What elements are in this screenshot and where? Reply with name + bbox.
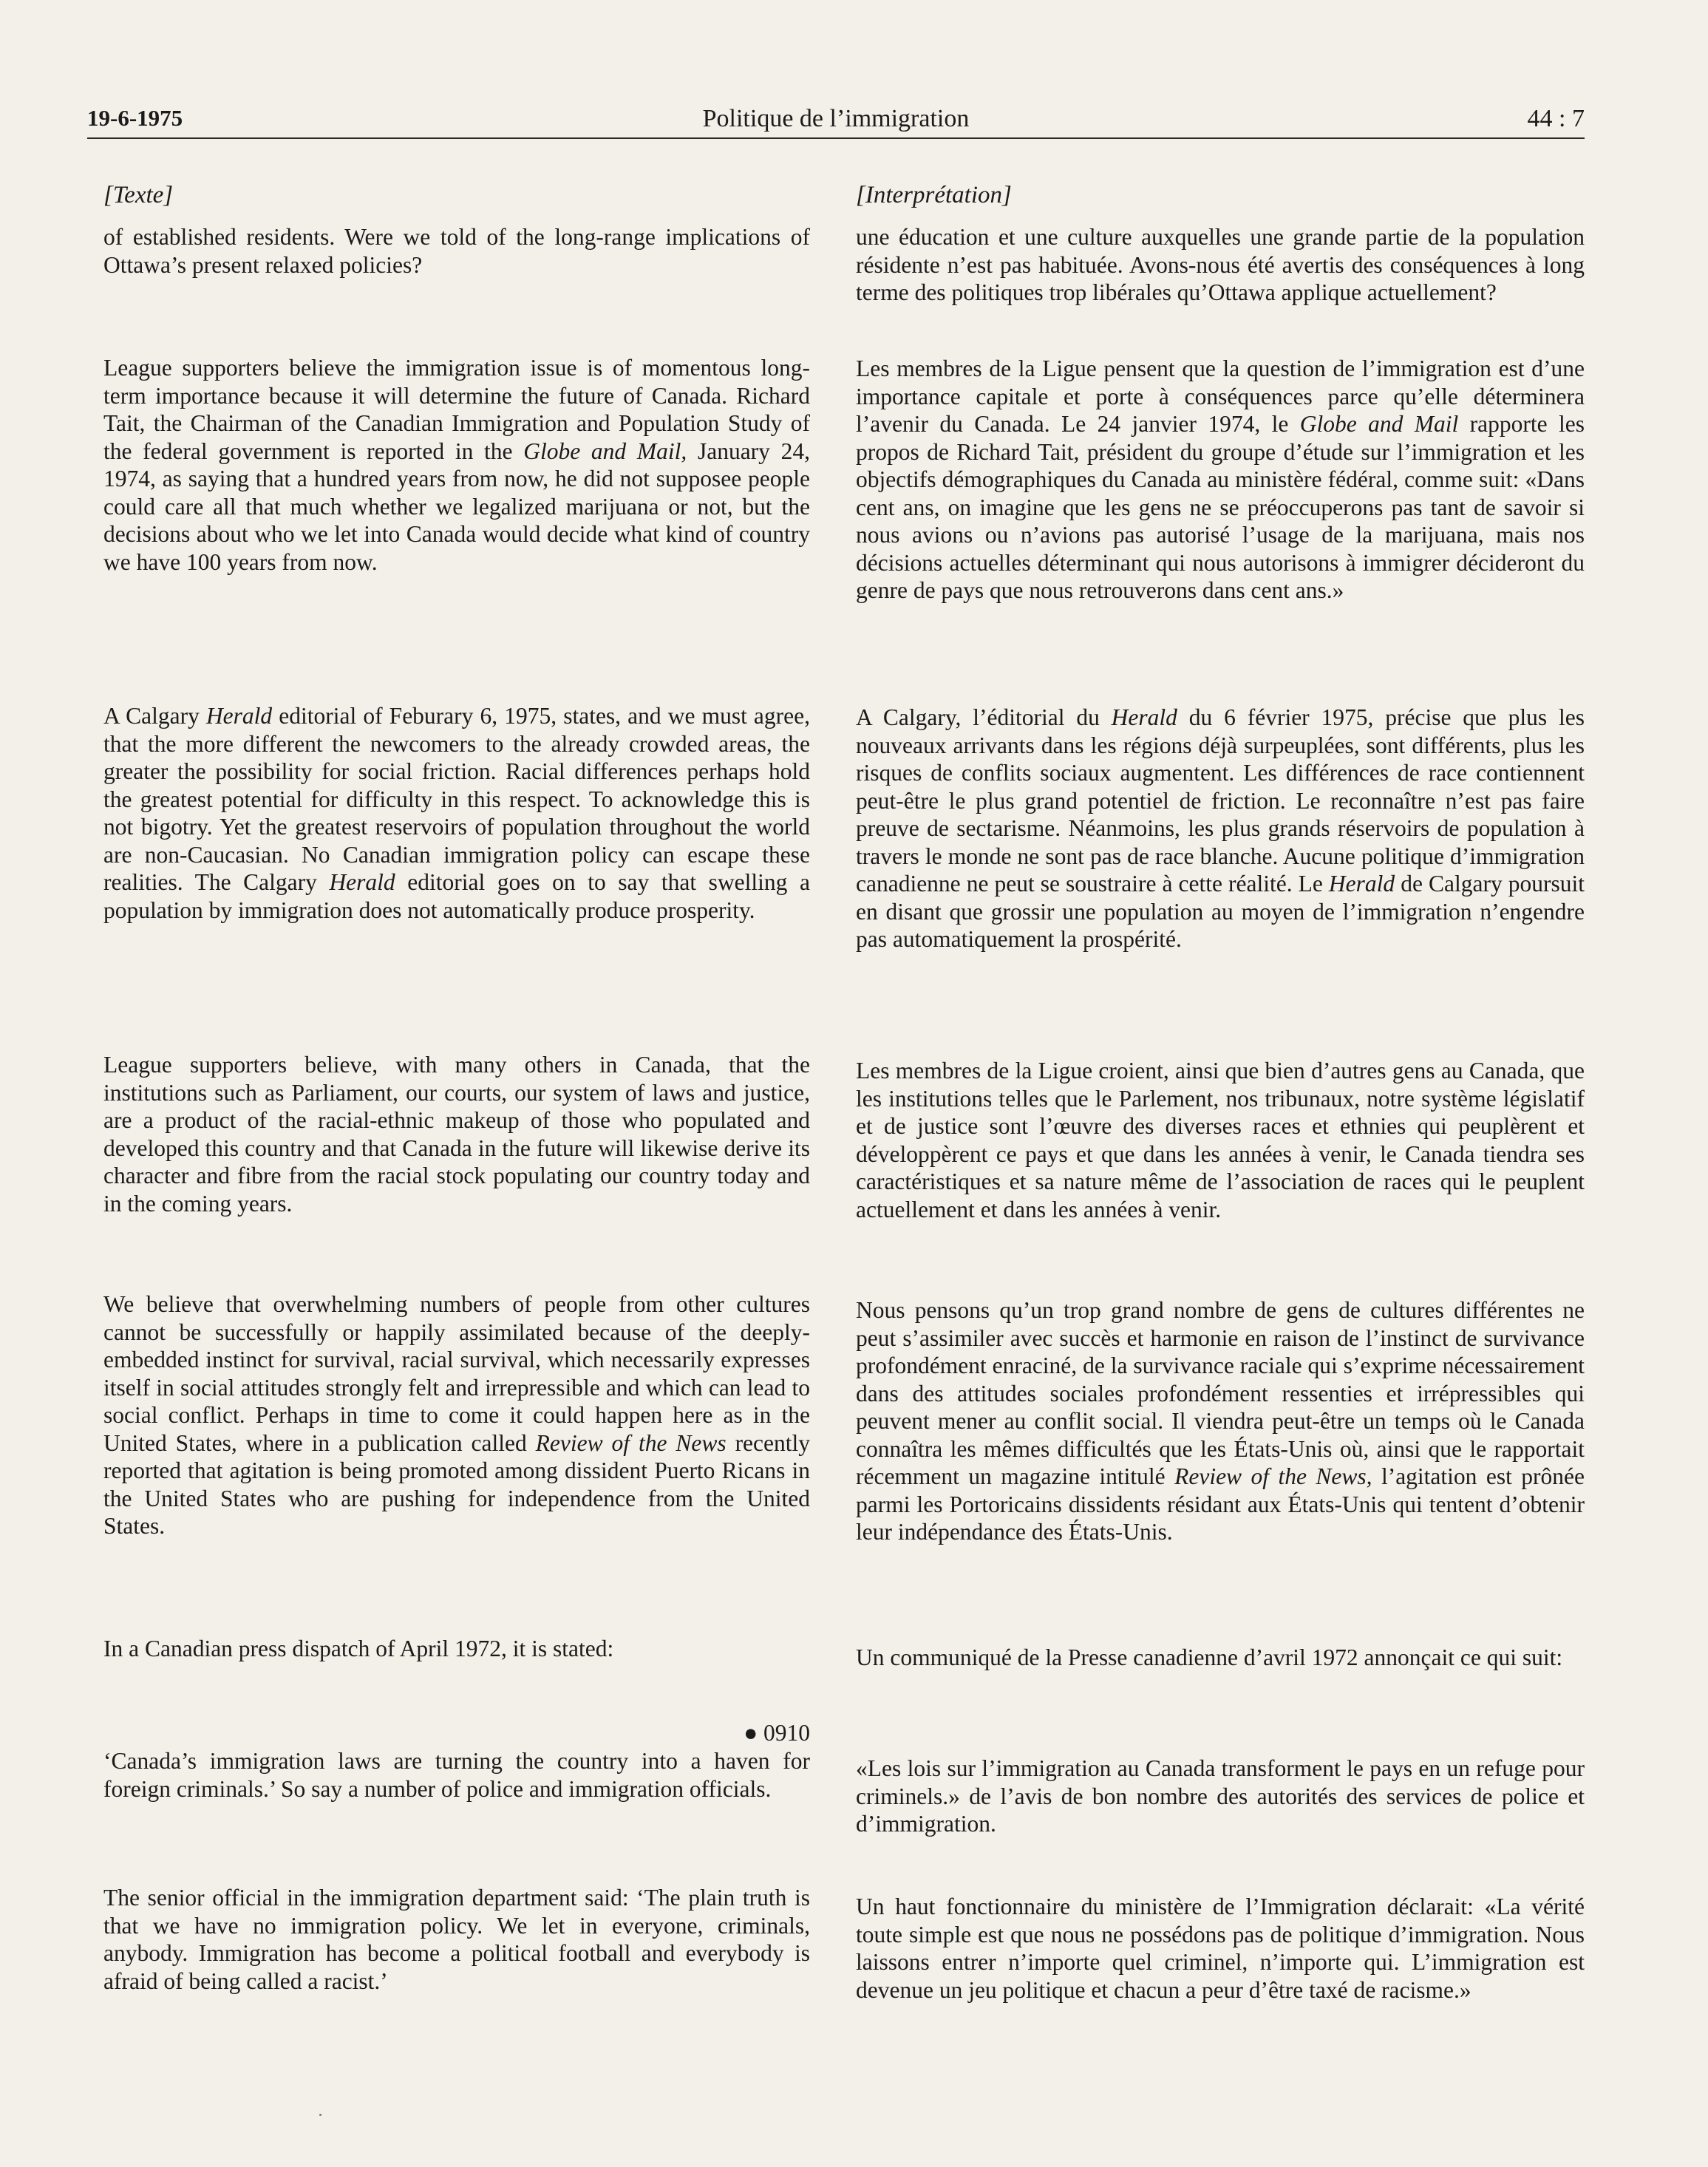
french-paragraph-5: Nous pensons qu’un trop grand nombre de gens de cultures différentes ne peut s’assimiler avec succès et harmonie en raison de l’instinct de survivance profondément enraciné, de la survivance raciale qui s’exprime nécessairement dans des attitudes sociales profondément ressenties et irrépressibles qui peuvent mener au conflit social. Il viendra peut-être un temps où le Canada connaîtra les mêmes difficultés que les États-Unis où, ainsi que le rapportait récemment un magazine intitulé Review of the News, l’agitation est prônée parmi les Portoricains dissidents résidant aux États-Unis qui tentent d’obtenir leur indépendance des États-Unis. — [856, 1297, 1585, 1545]
english-quote-2: The senior official in the immigration department said: ‘The plain truth is that we have no immigration policy. We let in everyone, criminals, anybody. Immigration has become a political football and everybody is afraid of being called a racist.’ — [103, 1885, 810, 1994]
header-rule — [87, 137, 1585, 139]
page-speck — [319, 2114, 321, 2116]
header-date: 19-6-1975 — [87, 105, 183, 131]
french-paragraph-1: une éducation et une culture auxquelles une grande partie de la population résidente n’est pas habituée. Avons-nous été avertis des conséquences à long terme des politiques trop libérales qu’Ottawa applique actuellement? — [856, 224, 1585, 305]
english-paragraph-5: We believe that overwhelming numbers of people from other cultures cannot be successfully or happily assimilated because of the deeply-embedded instinct for survival, racial survival, which necessarily expresses itself in social attitudes strongly felt and irrepressible and which can lead to social conflict. Perhaps in time to come it could happen here as in the United States, where in a publication called Review of the News recently reported that agitation is being promoted among dissident Puerto Ricans in the United States who are pushing for independence from the United States. — [103, 1291, 811, 1539]
french-language-tag: [Interprétation] — [856, 182, 1012, 208]
english-paragraph-3: A Calgary Herald editorial of Feburary 6, 1975, states, and we must agree, that the more different the newcomers to the already crowded areas, the greater the possibility for social friction. Racial differences perhaps hold the greatest potential for difficulty in this respect. To acknowledge this is not bigotry. Yet the greatest reservoirs of population throughout the world are non-Caucasian. No Canadian immigration policy can escape these realities. The Calgary Herald editorial goes on to say that swelling a population by immigration does not automatically produce prosperity. — [103, 703, 810, 923]
english-paragraph-2: League supporters believe the immigration issue is of momentous long-term importance because it will determine the future of Canada. Richard Tait, the Chairman of the Canadian Immigration and Population Study of the federal government is reported in the Globe and Mail, January 24, 1974, as saying that a hundred years from now, he did not supposee people could care all that much whether we legalized marijuana or not, but the decisions about who we let into Canada would decide what kind of country we have 100 years from now. — [103, 355, 810, 575]
french-paragraph-2: Les membres de la Ligue pensent que la question de l’immigration est d’une importance capitale et porte à conséquences parce qu’elle déterminera l’avenir du Canada. Le 24 janvier 1974, le Globe and Mail rapporte les propos de Richard Tait, président du groupe d’étude sur l’immigration et les objectifs démographiques du Canada au ministère fédéral, comme suit: «Dans cent ans, on imagine que les gens ne se préoccuperons pas tant de savoir si nous avions ou n’avions pas autorisé l’usage de la marijuana, mais nos décisions actuelles déterminant qui nous autorisons à immigrer décideront du genre de pays que nous retrouverons dans cent ans.» — [856, 356, 1585, 603]
french-paragraph-6: Un communiqué de la Presse canadienne d’avril 1972 annonçait ce qui suit: — [856, 1644, 1563, 1670]
english-paragraph-6: In a Canadian press dispatch of April 1972, it is stated: — [103, 1636, 614, 1661]
french-quote-1: «Les lois sur l’immigration au Canada transforment le pays en un refuge pour criminels.» de l’avis de bon nombre des autorités des services de police et d’immigration. — [856, 1755, 1585, 1837]
french-paragraph-4: Les membres de la Ligue croient, ainsi que bien d’autres gens au Canada, que les institutions telles que le Parlement, nos tribunaux, notre système législatif et de justice sont l’œuvre des diverses races et ethnies qui peuplèrent et développèrent ce pays et que dans les années à venir, le Canada tiendra ses caractéristiques et sa nature même de l’association de races qui le peuplent actuellement et dans les années à venir. — [856, 1058, 1585, 1222]
french-quote-2: Un haut fonctionnaire du ministère de l’Immigration déclarait: «La vérité toute simple est que nous ne possédons pas de politique d’immigration. Nous laissons entrer n’importe quel criminel, n’importe qui. L’immigration est devenue un jeu politique et chacun a peur d’être taxé de racisme.» — [856, 1894, 1585, 2003]
header-page-number: 44 : 7 — [1527, 105, 1585, 132]
english-quote-1: ‘Canada’s immigration laws are turning the country into a haven for foreign criminals.’ So say a number of police and immigration officials. — [103, 1748, 810, 1802]
english-paragraph-4: League supporters believe, with many others in Canada, that the institutions such as Parliament, our courts, our system of laws and justice, are a product of the racial-ethnic makeup of those who populated and developed this country and that Canada in the future will likewise derive its character and fibre from the racial stock populating our country today and in the coming years. — [103, 1052, 810, 1217]
time-marker: ● 0910 — [744, 1720, 810, 1746]
page-header — [87, 101, 1585, 137]
english-language-tag: [Texte] — [103, 182, 174, 208]
french-paragraph-3: A Calgary, l’éditorial du Herald du 6 février 1975, précise que plus les nouveaux arrivants dans les régions déjà surpeuplées, sont différents, plus les risques de conflits sociaux augmentent. Les différences de race contiennent peut-être le plus grand potentiel de friction. Le reconnaître n’est pas faire preuve de sectarisme. Néanmoins, les plus grands réservoirs de population à travers le monde ne sont pas de race blanche. Aucune politique d’immigration canadienne ne peut se soustraire à cette réalité. Le Herald de Calgary poursuit en disant que grossir une population au moyen de l’immigration n’engendre pas automatiquement la prospérité. — [856, 704, 1585, 952]
english-paragraph-1: of established residents. Were we told of the long-range implications of Ottawa’s present relaxed policies? — [103, 224, 810, 278]
header-title: Politique de l’immigration — [702, 105, 970, 132]
